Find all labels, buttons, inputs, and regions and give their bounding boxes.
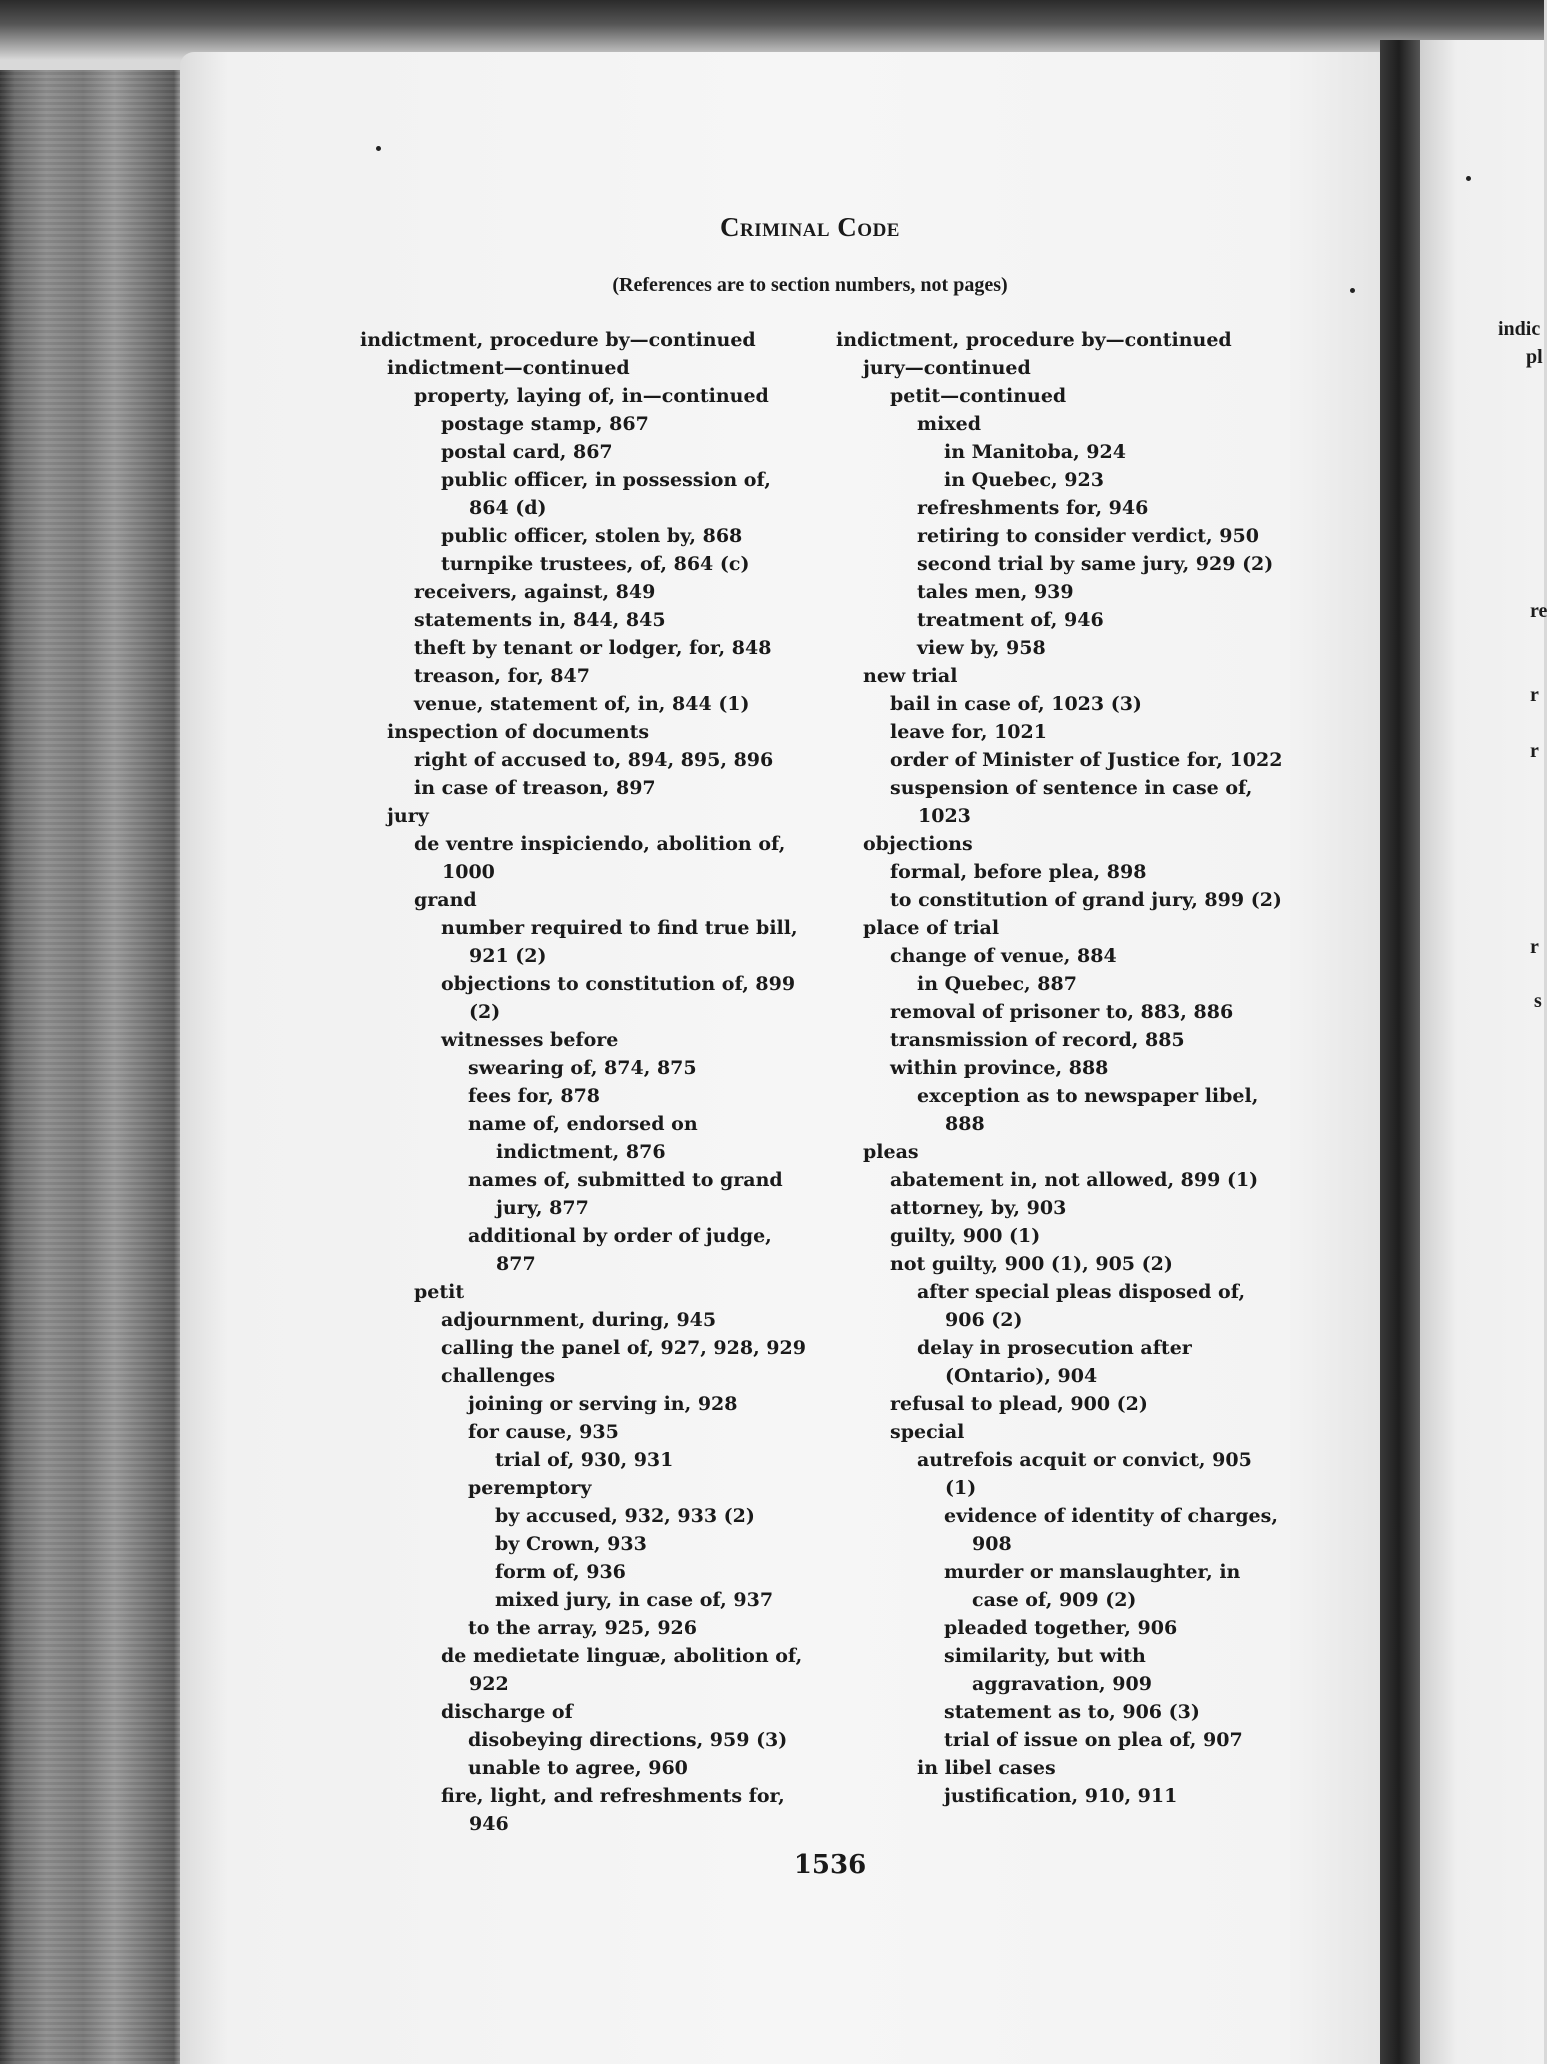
next-page-fragment: r — [1530, 684, 1539, 706]
index-entry: peremptory — [468, 1477, 592, 1499]
index-entry: indictment—continued — [387, 357, 630, 379]
index-entry: objections to constitution of, 899 (2) — [441, 973, 796, 1023]
index-entry: public officer, stolen by, 868 — [441, 525, 743, 547]
index-entry: mixed jury, in case of, 937 — [495, 1589, 774, 1611]
index-entry: postal card, 867 — [441, 441, 613, 463]
next-page-fragment: pl — [1526, 346, 1543, 368]
index-entry: turnpike trustees, of, 864 (c) — [441, 553, 750, 575]
running-title: Criminal Code — [720, 212, 900, 242]
index-entry: refusal to plead, 900 (2) — [890, 1393, 1148, 1415]
index-entry: grand — [414, 889, 477, 911]
index-entry: abatement in, not allowed, 899 (1) — [890, 1169, 1259, 1191]
index-entry: leave for, 1021 — [890, 721, 1047, 743]
index-entry: right of accused to, 894, 895, 896 — [414, 749, 774, 771]
index-entry: pleas — [863, 1141, 919, 1163]
reference-note: (References are to section numbers, not pages) — [612, 274, 1008, 296]
index-entry: inspection of documents — [387, 721, 650, 743]
index-entry: de ventre inspiciendo, abolition of, 1000 — [414, 833, 786, 883]
index-entry: theft by tenant or lodger, for, 848 — [414, 637, 772, 659]
index-entry: removal of prisoner to, 883, 886 — [890, 1001, 1234, 1023]
next-page-fragment: s — [1534, 990, 1542, 1012]
index-entry: after special pleas disposed of, 906 (2) — [917, 1281, 1246, 1331]
index-entry: treason, for, 847 — [414, 665, 590, 687]
index-entry: treatment of, 946 — [917, 609, 1104, 631]
index-entry: in Quebec, 887 — [917, 973, 1077, 995]
index-entry: objections — [863, 833, 973, 855]
index-entry: order of Minister of Justice for, 1022 — [890, 749, 1283, 771]
index-entry: additional by order of judge, 877 — [468, 1225, 772, 1275]
index-entry: statements in, 844, 845 — [414, 609, 666, 631]
index-entry: de medietate linguæ, abolition of, 922 — [441, 1645, 803, 1695]
index-entry: number required to find true bill, 921 (2) — [441, 917, 798, 967]
index-entry: by Crown, 933 — [495, 1533, 647, 1555]
index-entry: suspension of sentence in case of, 1023 — [890, 777, 1253, 827]
index-entry: mixed — [917, 413, 982, 435]
index-entry: retiring to consider verdict, 950 — [917, 525, 1259, 547]
index-entry: postage stamp, 867 — [441, 413, 649, 435]
index-entry: justification, 910, 911 — [944, 1785, 1178, 1807]
next-page-fragment: r — [1530, 740, 1539, 762]
index-entry: change of venue, 884 — [890, 945, 1117, 967]
index-entry: trial of issue on plea of, 907 — [944, 1729, 1243, 1751]
index-entry: in libel cases — [917, 1757, 1056, 1779]
index-entry: jury—continued — [863, 357, 1031, 379]
index-entry: jury — [387, 805, 429, 827]
index-entry: not guilty, 900 (1), 905 (2) — [890, 1253, 1173, 1275]
index-heading: indictment, procedure by—continued — [360, 329, 756, 351]
index-entry: exception as to newspaper libel, 888 — [917, 1085, 1259, 1135]
index-entry: to constitution of grand jury, 899 (2) — [890, 889, 1282, 911]
index-entry: unable to agree, 960 — [468, 1757, 688, 1779]
index-heading: indictment, procedure by—continued — [836, 329, 1232, 351]
index-entry: public officer, in possession of, 864 (d) — [441, 469, 771, 519]
index-entry: trial of, 930, 931 — [495, 1449, 674, 1471]
index-entry: similarity, but with aggravation, 909 — [944, 1645, 1152, 1695]
index-entry: property, laying of, in—continued — [414, 385, 769, 407]
index-entry: by accused, 932, 933 (2) — [495, 1505, 755, 1527]
index-entry: to the array, 925, 926 — [468, 1617, 698, 1639]
index-entry: in case of treason, 897 — [414, 777, 656, 799]
index-entry: new trial — [863, 665, 958, 687]
page-number: 1536 — [793, 1850, 867, 1880]
index-entry: statement as to, 906 (3) — [944, 1701, 1200, 1723]
index-entry: within province, 888 — [890, 1057, 1109, 1079]
index-entry: attorney, by, 903 — [890, 1197, 1067, 1219]
next-page-fragment: indic — [1498, 318, 1541, 340]
index-entry: second trial by same jury, 929 (2) — [917, 553, 1274, 575]
index-entry: name of, endorsed on indictment, 876 — [468, 1113, 698, 1163]
index-column-left — [360, 326, 808, 1838]
index-entry: in Manitoba, 924 — [944, 441, 1126, 463]
index-entry: swearing of, 874, 875 — [468, 1057, 697, 1079]
index-entry: formal, before plea, 898 — [890, 861, 1147, 883]
index-entry: fees for, 878 — [468, 1085, 601, 1107]
index-entry: in Quebec, 923 — [944, 469, 1104, 491]
index-entry: calling the panel of, 927, 928, 929 — [441, 1337, 806, 1359]
index-entry: transmission of record, 885 — [890, 1029, 1185, 1051]
index-entry: refreshments for, 946 — [917, 497, 1149, 519]
index-entry: fire, light, and refreshments for, 946 — [441, 1785, 785, 1835]
index-entry: tales men, 939 — [917, 581, 1074, 603]
index-entry: delay in prosecution after (Ontario), 904 — [917, 1337, 1192, 1387]
index-entry: petit — [414, 1281, 465, 1303]
index-entry: guilty, 900 (1) — [890, 1225, 1041, 1247]
index-entry: joining or serving in, 928 — [468, 1393, 738, 1415]
index-entry: adjournment, during, 945 — [441, 1309, 717, 1331]
index-entry: names of, submitted to grand jury, 877 — [468, 1169, 783, 1219]
index-entry: petit—continued — [890, 385, 1067, 407]
index-entry: pleaded together, 906 — [944, 1617, 1178, 1639]
index-entry: witnesses before — [441, 1029, 619, 1051]
index-entry: discharge of — [441, 1701, 573, 1723]
index-entry: view by, 958 — [917, 637, 1046, 659]
index-entry: bail in case of, 1023 (3) — [890, 693, 1142, 715]
index-entry: murder or manslaughter, in case of, 909 (2) — [944, 1561, 1241, 1611]
index-entry: special — [890, 1421, 965, 1443]
index-entry: disobeying directions, 959 (3) — [468, 1729, 788, 1751]
next-page-fragment: re — [1530, 600, 1547, 622]
index-entry: for cause, 935 — [468, 1421, 619, 1443]
index-entry: challenges — [441, 1365, 556, 1387]
index-entry: autrefois acquit or convict, 905 (1) — [917, 1449, 1252, 1499]
index-entry: receivers, against, 849 — [414, 581, 656, 603]
index-entry: evidence of identity of charges, 908 — [944, 1505, 1278, 1555]
next-page-fragment: r — [1530, 936, 1539, 958]
index-entry: place of trial — [863, 917, 1000, 939]
index-column-right — [836, 326, 1284, 1810]
index-entry: form of, 936 — [495, 1561, 626, 1583]
index-entry: venue, statement of, in, 844 (1) — [414, 693, 750, 715]
